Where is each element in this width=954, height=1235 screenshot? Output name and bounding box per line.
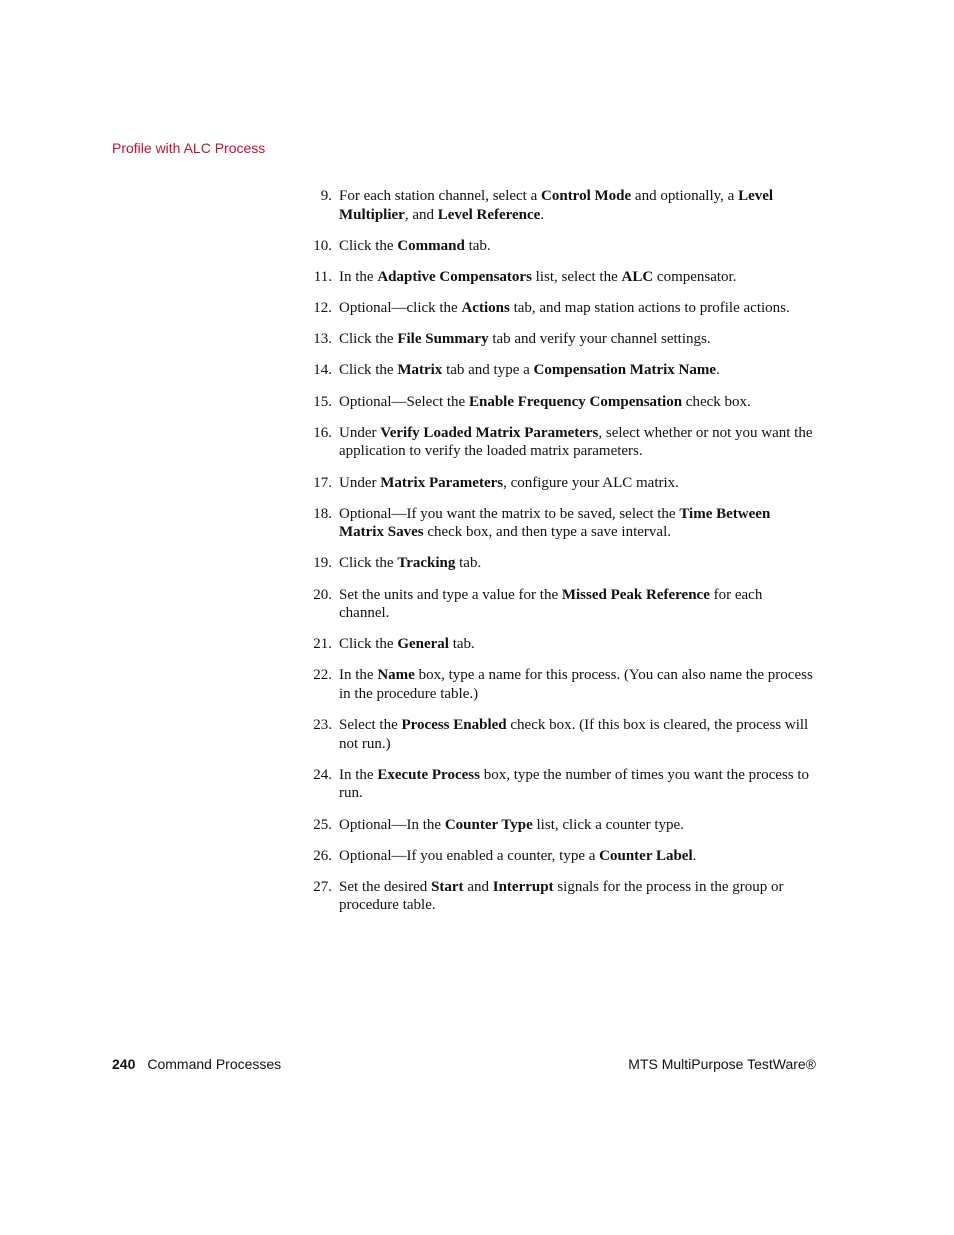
procedure-step xyxy=(306,424,816,461)
procedure-step xyxy=(306,816,816,835)
step-number: 13. xyxy=(313,331,332,348)
step-text-run: Click the xyxy=(339,555,398,572)
step-text-run: Set the units and type a value for the xyxy=(339,586,562,603)
ui-term: Level Reference xyxy=(437,206,541,223)
step-text-run: In the xyxy=(339,766,378,783)
step-text xyxy=(339,300,790,316)
step-text-run: check box. (If this box is cleared, the process will not run.) xyxy=(339,717,809,752)
ui-term: File Summary xyxy=(397,331,489,348)
step-text-run: tab and verify your channel settings. xyxy=(488,331,711,348)
procedure-step xyxy=(306,330,816,349)
ui-term: Verify Loaded Matrix Parameters xyxy=(380,424,599,441)
step-number: 20. xyxy=(313,586,332,603)
step-text xyxy=(339,555,481,571)
step-text-run: check box, and then type a save interval. xyxy=(423,524,671,541)
step-text-run: Click the xyxy=(339,636,398,653)
procedure-step xyxy=(306,474,816,493)
step-text-run: , select whether or not you want the application to verify the loaded matrix parameters. xyxy=(339,424,813,460)
procedure-step xyxy=(306,361,816,380)
step-text-run: check box. xyxy=(682,393,751,410)
running-header: Profile with ALC Process xyxy=(112,140,266,156)
step-text-run: Optional—If you want the matrix to be saved, select the xyxy=(339,505,680,522)
step-text-run: Under xyxy=(339,424,381,441)
ui-term: Adaptive Compensators xyxy=(377,268,532,285)
procedure-step xyxy=(306,586,816,623)
step-text xyxy=(339,767,809,802)
step-text-run: Optional—Select the xyxy=(339,393,469,410)
step-text-run: . xyxy=(716,362,720,379)
step-number: 25. xyxy=(313,816,332,833)
procedure-step xyxy=(306,716,816,753)
step-number: 10. xyxy=(313,237,332,254)
step-text-run: signals for the process in the group or procedure table. xyxy=(339,878,784,914)
procedure-step xyxy=(306,635,816,654)
step-text xyxy=(339,717,808,752)
step-number: 14. xyxy=(313,362,332,379)
procedure-step xyxy=(306,393,816,412)
procedure-step xyxy=(306,299,816,318)
ui-term: Command xyxy=(397,237,465,254)
step-text-run: tab and type a xyxy=(442,362,534,379)
ui-term: Counter Type xyxy=(444,816,533,833)
step-text xyxy=(339,817,684,833)
ui-term: Counter Label xyxy=(599,847,693,864)
step-text-run: In the xyxy=(339,667,378,684)
step-text xyxy=(339,636,475,652)
step-number: 19. xyxy=(313,555,332,572)
step-text-run: . xyxy=(540,206,545,223)
step-text-run: , and xyxy=(404,206,438,223)
step-text xyxy=(339,879,784,914)
step-text-run: and optionally, a xyxy=(631,188,739,204)
procedure-step xyxy=(306,666,816,703)
step-text xyxy=(339,848,696,864)
step-text-run: list, click a counter type. xyxy=(532,816,684,833)
procedure-step xyxy=(306,187,816,224)
step-text-run: Click the xyxy=(339,362,398,379)
procedure-step xyxy=(306,505,816,542)
step-number: 12. xyxy=(313,300,332,317)
ui-term: Level Multiplier xyxy=(339,188,774,223)
step-text-run: and xyxy=(463,878,493,895)
procedure-step xyxy=(306,766,816,803)
ui-term: Name xyxy=(377,667,415,684)
step-number: 15. xyxy=(313,393,332,410)
step-number: 16. xyxy=(313,424,332,441)
step-text-run: tab. xyxy=(455,555,482,572)
step-text-run: tab. xyxy=(464,237,491,254)
step-text-run: Set the desired xyxy=(339,878,432,895)
step-text-run: For each station channel, select a xyxy=(339,188,542,204)
step-text-run: Click the xyxy=(339,331,398,348)
ui-term: Interrupt xyxy=(492,878,554,895)
step-number: 9. xyxy=(320,188,332,204)
step-text-run: tab. xyxy=(448,636,475,653)
step-text-run: Under xyxy=(339,474,381,491)
step-text xyxy=(339,238,491,254)
procedure-step xyxy=(306,847,816,866)
step-text xyxy=(339,331,711,347)
step-text-run: box, type a name for this process. (You can also name the process in the procedure table.) xyxy=(339,667,813,702)
step-number: 18. xyxy=(313,505,332,522)
step-number: 22. xyxy=(313,667,332,684)
step-number: 11. xyxy=(313,268,332,285)
ui-term: Matrix Parameters xyxy=(380,474,504,491)
step-number: 23. xyxy=(313,717,332,734)
step-text xyxy=(339,188,773,223)
step-text-run: Select the xyxy=(339,717,402,734)
page-number: 240 xyxy=(112,1056,136,1072)
step-text-run: for each channel. xyxy=(339,586,763,622)
ui-term: Compensation Matrix Name xyxy=(533,362,717,379)
step-number: 21. xyxy=(313,636,332,653)
step-text xyxy=(339,587,762,622)
step-text-run: list, select the xyxy=(531,268,622,285)
step-text xyxy=(339,269,736,285)
step-text-run: compensator. xyxy=(653,268,737,285)
step-text xyxy=(339,506,770,541)
step-number: 17. xyxy=(313,474,332,491)
step-number: 24. xyxy=(313,766,332,783)
step-text xyxy=(339,362,720,378)
ui-term: Process Enabled xyxy=(401,717,507,734)
step-text-run: tab, and map station actions to profile actions. xyxy=(509,300,790,317)
procedure-step xyxy=(306,878,816,915)
step-text-run: Click the xyxy=(339,237,398,254)
procedure-step xyxy=(306,554,816,573)
step-text-run: Optional—In the xyxy=(339,816,445,833)
ui-term: ALC xyxy=(621,268,654,285)
step-text xyxy=(339,394,751,410)
procedure-step xyxy=(306,268,816,287)
ui-term: Time Between Matrix Saves xyxy=(339,505,771,541)
step-text-run: . xyxy=(692,847,697,864)
step-text-run: Optional—If you enabled a counter, type a xyxy=(339,847,600,864)
procedure-step xyxy=(306,237,816,256)
step-text-run: , configure your ALC matrix. xyxy=(503,474,679,491)
step-text-run: box, type the number of times you want the process to run. xyxy=(339,766,810,802)
ui-term: Start xyxy=(431,878,464,895)
ui-term: Matrix xyxy=(397,362,443,379)
step-number: 26. xyxy=(313,847,332,864)
ui-term: Missed Peak Reference xyxy=(561,586,710,603)
step-text-run: Optional—click the xyxy=(339,300,462,317)
step-text-run: In the xyxy=(339,268,378,285)
step-text xyxy=(339,667,813,702)
ui-term: Enable Frequency Compensation xyxy=(468,393,683,410)
step-text xyxy=(339,475,679,491)
ui-term: Execute Process xyxy=(377,766,480,783)
page-footer xyxy=(112,1056,816,1072)
ui-term: Tracking xyxy=(397,555,456,572)
step-number: 27. xyxy=(313,878,332,895)
footer-section-title: Command Processes xyxy=(147,1056,282,1072)
procedure-steps-list xyxy=(306,187,816,915)
ui-term: General xyxy=(397,636,449,653)
footer-document-title: MTS MultiPurpose TestWare® xyxy=(628,1056,816,1072)
ui-term: Control Mode xyxy=(541,188,632,204)
ui-term: Actions xyxy=(461,300,510,317)
step-text xyxy=(339,425,813,460)
